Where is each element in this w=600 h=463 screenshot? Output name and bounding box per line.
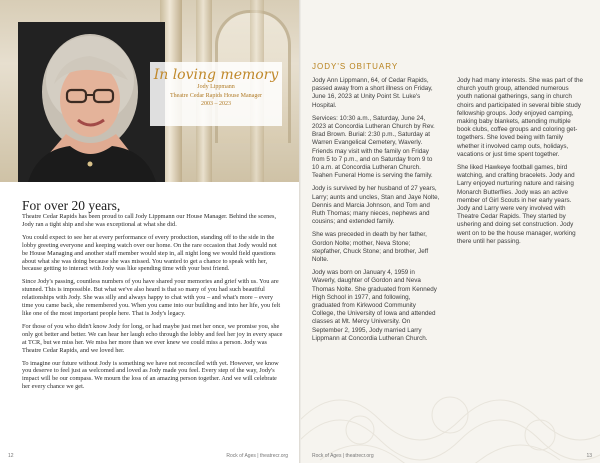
obituary-paragraph: She was preceded in death by her father, Gordon Nolte; mother, Neva Stone; stepfather, Chuck Stone; and brother, Jeff Nolte. bbox=[312, 231, 429, 264]
portrait-photo bbox=[18, 22, 165, 182]
footer-text-right: Rock of Ages | theatrecr.org bbox=[312, 453, 374, 459]
memory-years: 2003 – 2023 bbox=[201, 101, 231, 107]
memory-name: Jody Lippmann bbox=[197, 84, 235, 90]
article-paragraph: You could expect to see her at every performance of every production, standing off to the side in the lobby greeting everyone and keeping watch over our home. On the rare occasion that Jody would not be House Managing and another staff member would step in, all night long we would field questions about what she was doing because she was missed. You wanted to get a chance to speak with her, because getting to interact with Jody was like spending time with your best friend. bbox=[22, 233, 277, 273]
article-paragraph: Since Jody's passing, countless numbers of you have shared your memories and grief with us. You are stunned. This is impossible. But what we've also heard is that so many of you had such beautiful relationships with Jody. She was silly and always happy to chat with you – and what's more – every time you came back, she remembered you. When you came into our building and into her life, you felt like one of the most important people here. That is Jody's legacy. bbox=[22, 278, 281, 317]
obituary-paragraph: She liked Hawkeye football games, bird watching, and crafting bracelets. Jody and Larry enjoyed nurturing nature and raising Monarch Butterflies. Jody was an active member of Girl Scouts in her early years. Jody and Larry were very involved with Theatre Cedar Rapids. They started by ushering and doing set construction. Jody went on to be the house manager, working there until her passing. bbox=[457, 164, 576, 245]
obituary-column-1 bbox=[312, 77, 440, 348]
spine-divider bbox=[299, 0, 301, 463]
portrait-illustration bbox=[18, 22, 165, 182]
article-lead: For over 20 years, bbox=[22, 198, 121, 213]
obituary-paragraph: Services: 10:30 a.m., Saturday, June 24, 2023 at Concordia Lutheran Church by Rev. Brad Brown. Burial: 2:30 p.m., Saturday at Warren Evangelical Cemetery, Waverly. Friends may visit with the family on Friday from 5 to 7 p.m., and on Saturday from 9 to 10 a.m. at Concordia Lutheran Church. Teahen Funeral Home is serving the family. bbox=[312, 114, 435, 180]
obituary-paragraph: Jody Ann Lippmann, 64, of Cedar Rapids, passed away from a short illness on Friday, June 16, 2023 at Unity Point St. Luke's Hospital. bbox=[312, 77, 433, 109]
article-paragraph: To imagine our future without Jody is something we have not reconciled with yet. However, we know you deserve to feel just as welcomed and loved as Jody made you feel. Every step of the way, Jody's impact will be our compass. We mourn the loss of an amazing person together. And we will celebrate her every chance we get. bbox=[22, 359, 279, 391]
decorative-swirl-pattern bbox=[300, 360, 600, 463]
article-paragraph: Theatre Cedar Rapids has been proud to call Jody Lippmann our House Manager. Behind the scenes, Jody ran a tight ship and she was exceptional at what she did. bbox=[22, 213, 277, 228]
memory-caption bbox=[150, 62, 282, 126]
obituary-title: JODY'S OBITUARY bbox=[312, 62, 399, 71]
tribute-article bbox=[22, 198, 284, 396]
obituary-column-2 bbox=[457, 77, 585, 251]
obituary-paragraph: Jody was born on January 4, 1959 in Waverly, daughter of Gordon and Neva Thomas Nolte. She graduated from Kennedy High School in 1977, and following, graduated from Kirkwood Community College, the University of Iowa and attended classes at Mt. Mercy University. On September 2, 1995, Jody married Larry Lippmann at Concordia Lutheran Church. bbox=[312, 269, 437, 342]
hero-banner bbox=[0, 0, 300, 182]
right-page bbox=[300, 0, 600, 463]
page-number-left: 12 bbox=[8, 453, 14, 459]
obituary-paragraph: Jody had many interests. She was part of the church youth group, attended numerous youth national gatherings, sang in church choirs and participated in several bible study fellowship groups. Jody enjoyed camping, making baby blankets, attending multiple book clubs, coffee groups and coloring get-togethers. She loved being with family whether it involved camp outs, holidays, vacations or just time spent together. bbox=[457, 77, 584, 158]
article-paragraph: For those of you who didn't know Jody for long, or had maybe just met her once, we promise you, she only got better and better. We can hear her laugh echo through the lobby and feel her joy in every space at TCR, but we miss her. We miss her more than we ever knew we could miss a person. Jody was Theatre Cedar Rapids, and we loved her. bbox=[22, 322, 283, 354]
footer-text-left: Rock of Ages | theatrecr.org bbox=[226, 453, 288, 459]
memory-role: Theatre Cedar Rapids House Manager bbox=[170, 92, 262, 99]
memory-title: In loving memory bbox=[153, 67, 279, 83]
obituary-paragraph: Jody is survived by her husband of 27 years, Larry; aunts and uncles, Stan and Jaye Nolte, Dennis and Marcia Johnson, and Tom and Ruth Thomas; many nieces, nephews and cousins; and extended family. bbox=[312, 185, 440, 226]
page-number-right: 13 bbox=[586, 453, 592, 459]
